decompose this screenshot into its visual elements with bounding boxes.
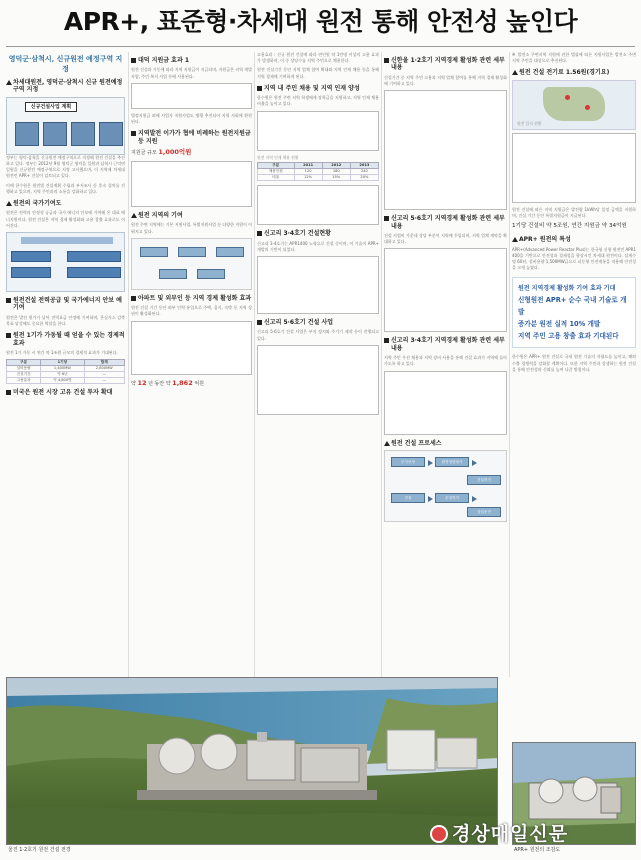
flow-step: 건설 [391, 493, 425, 503]
table-header: 2013 [350, 163, 378, 169]
body-text: 원전 건설과 가동에 따라 지역 지원금이 지급되며, 지원금은 지역 개발사업, 주민 복지 사업 등에 사용된다. [131, 67, 252, 79]
site-map [512, 80, 636, 130]
info-table-box [131, 321, 252, 375]
table-cell: 12% [294, 175, 322, 181]
body-text: 한수원은 APR+ 원전 건설로 국내 원전 기술의 자립도를 높이고, 해외 수출 경쟁력을 강화할 계획이다. 또한 지역 주민과 상생하는 원전 건설을 통해 안전성과 신뢰를 높여 나갈 방침이다. [512, 354, 636, 372]
column-5 [512, 52, 636, 376]
body-text: APR+(Advanced Power Reactor Plus)는 한국형 신형 원전인 APR1400을 기반으로 안전성과 경제성을 향상시킨 차세대 원전이다. 설계수명 60년, 설비용량 1,500MW급으로 피동형 안전계통을 적용해 안전성을 크게 높였다. [512, 246, 636, 271]
plant-photo [6, 677, 498, 845]
map-pin [565, 95, 570, 100]
calc-label: 지원금 규모 [131, 150, 157, 157]
section-heading: 원전 건설 프로세스 [384, 440, 507, 447]
flow-arrow [428, 460, 433, 466]
plant-aerial-image [7, 678, 498, 845]
section-heading: 신고리 5·6호기 지역경제 활성화 관련 세부내용 [384, 215, 507, 230]
highlight-line: 신형원전 APR+ 순수 국내 기술로 개발 [518, 296, 627, 317]
body-text: 정부는 영덕·삼척을 신규원전 예정구역으로 지정해 원전 건설을 추진하고 있다. 정부는 2012년 9월 영덕군 영덕읍 일원과 삼척시 근덕면 일원을 신규원전 예정구역으로 지정 고시했으며, 이 지역에 차세대 원전인 APR+ 건설이 검토되고 있다. [6, 154, 125, 179]
flow-step: 건설허가 [467, 475, 501, 485]
photo-caption: 울진 1·2호기 원전 건설 전경 [8, 847, 71, 853]
table-row [7, 378, 125, 384]
calc-text: 억원 [194, 380, 204, 387]
body-text: 건설 사업비 가운데 상당 부분이 지역에 투입되며, 지역 업체 계약을 확대하고 있다. [384, 233, 507, 245]
calc-value: 1,000억원 [158, 148, 192, 157]
brand-logo-icon [430, 825, 448, 843]
table-cell: 채용인원 [258, 169, 295, 175]
table-cell: 비율 [258, 175, 295, 181]
table-cell: 240 [350, 169, 378, 175]
table-cell: 설비용량 [7, 366, 41, 372]
table-cell: 15% [322, 175, 350, 181]
flow-arrow [472, 460, 477, 466]
diagram-block [67, 267, 121, 278]
flow-arrow [472, 496, 477, 502]
body-text: 건설기간 중 지역 주민 고용과 지역 업체 참여를 통해 지역 경제 활성화에 기여하고 있다. [384, 74, 507, 87]
highlight-line: 증가분 원전 실적 10% 개발 [518, 320, 601, 329]
info-box [257, 111, 379, 151]
table-cell: 20% [350, 175, 378, 181]
info-box [384, 248, 507, 332]
info-box [257, 345, 379, 415]
info-box [257, 256, 379, 314]
data-table [6, 359, 125, 384]
table-cell: 약 4,800명 [41, 378, 84, 384]
diagram-block [15, 122, 39, 146]
table-header: 합계 [84, 360, 124, 366]
section-heading: 원전 건설 전기료 1.56원(경기요) [512, 69, 636, 76]
map-land [543, 87, 605, 121]
diagram-block [11, 251, 51, 262]
table-header: 구분 [258, 163, 295, 169]
info-box [384, 371, 507, 435]
column-1 [6, 52, 125, 400]
construction-plan-diagram [6, 97, 125, 155]
highlight-figure: 1기당 건설비 약 5조원, 연간 지원금 약 34억원 [512, 223, 627, 230]
table-header: 구분 [7, 360, 41, 366]
section-heading: 신한울 1·2호기 지역경제 활성화 관련 세부내용 [384, 57, 507, 72]
region-diagram [131, 238, 252, 290]
section-heading: 원전 지역의 기여 [131, 212, 252, 219]
page-headline: APR+, 표준형·차세대 원전 통해 안전성 높인다 [63, 7, 578, 36]
table-header: 2012 [322, 163, 350, 169]
body-text: 한수원은 원전 주변 지역 학생에게 장학금을 지원하고, 지역 인재 채용 비율을 높이고 있다. [257, 95, 379, 107]
table-cell: 건설기간 [7, 372, 41, 378]
highlight-line: 원전 지역경제 활성화 기여 효과 기대 [518, 285, 616, 293]
diagram-block [67, 251, 121, 262]
flow-step: 환경영향평가 [435, 457, 469, 467]
body-text: 원전은 전력의 안정적 공급과 국가 에너지 안보에 기여해 온 대표 에너지원이다. 원전 건설은 지역 경제 활성화와 고용 창출 효과로도 이어진다. [6, 210, 125, 228]
table-cell: 1,400MW [41, 366, 84, 372]
map-label: 원전 입지 현황 [517, 121, 542, 127]
diagram-block [11, 267, 51, 278]
section-heading: 아파트 및 외부인 등 지역 경제 활성화 효과 [131, 295, 252, 302]
diagram-arrow [21, 237, 113, 244]
table-cell: — [84, 378, 124, 384]
section-heading: 지역발전 이가가 협에 비례하는 원전지원금 등 지원 [131, 130, 252, 145]
table-header: 2011 [294, 163, 322, 169]
headline-rule [6, 46, 635, 47]
diagram-node [178, 247, 206, 257]
body-text: 원전 건설기간 동안 지역 업체 참여 확대와 지역 인재 채용 등을 통해 지역 경제에 기여하게 된다. [257, 67, 379, 79]
calc-value: 1,862 [172, 378, 193, 387]
diagram-node [140, 247, 168, 257]
table-cell: 2,800MW [84, 366, 124, 372]
body-text: 이에 한수원은 원전별 건설계획 수립과 부지조사 등 후속 절차를 진행하고 있으며, 지역 주민과의 소통을 강화하고 있다. [6, 182, 125, 194]
table-cell: 180 [322, 169, 350, 175]
body-text: 신고리 5·6호기 건설 사업은 부지 정지와 주기기 제작 등이 진행되고 있다. [257, 329, 379, 341]
body-text: 원전 건설 기간 동안 외부 인력 유입으로 주택, 음식, 숙박 등 지역 상권이 활성화된다. [131, 305, 252, 317]
subsidy-calculation [131, 148, 252, 157]
highlight-line: 지역 주민 고용 창출 효과 기대된다 [518, 332, 619, 341]
section-heading: APR+ 원전의 특성 [512, 236, 636, 243]
body-text: 신고리 3·4호기는 APR1400 노형으로 건설 중이며, 이 기술이 APR+ 개발의 기반이 되었다. [257, 240, 379, 252]
info-box [384, 90, 507, 210]
section-heading: 신고리 5·6호기 건설 사업 [257, 319, 379, 326]
table-header: 1기당 [41, 360, 84, 366]
info-box [512, 133, 636, 203]
info-box [257, 185, 379, 225]
map-pin [585, 105, 590, 110]
body-text: 원전 주변 지역에는 기본 지원사업, 특별지원사업 등 다양한 지원이 이뤄지고 있다. [131, 222, 252, 234]
table-row [258, 175, 379, 181]
column-4 [384, 52, 507, 522]
flow-arrow [428, 496, 433, 502]
calc-value: 12 [137, 378, 147, 387]
sub-headline: 영덕군·삼척시, 신규원전 예정구역 지정 [8, 54, 123, 73]
table-cell: — [84, 372, 124, 378]
column-3 [257, 52, 379, 419]
section-heading: 미국은 원전 시장 고유 건설 투자 확대 [6, 389, 125, 396]
calc-text: 약 [131, 380, 136, 387]
column-2 [131, 52, 252, 392]
economic-effect-calculation [131, 379, 252, 388]
diagram-block [99, 122, 123, 146]
info-table-box [131, 161, 252, 207]
section-heading: 원전건설 전력공급 및 국가에너지 안보 예기여 [6, 297, 125, 312]
section-heading: 원전의 국가기여도 [6, 200, 125, 207]
section-heading: 신고리 3·4호기 건설현황 [257, 230, 379, 237]
table-title: 원전 지역 인재 채용 현황 [257, 154, 299, 160]
diagram-label: 신규건설사업 계획 [25, 102, 77, 112]
column-divider [254, 52, 255, 677]
section-heading: 지역 내 주민 채용 및 지역 인재 양성 [257, 85, 379, 92]
body-text: 원전 건설에 따른 지역 지원금은 발전량 1kWh당 일정 금액을 지원하며, 건설 기간 동안 특별지원금이 지급된다. [512, 206, 636, 219]
info-box [131, 83, 252, 109]
table-cell: 약 6년 [41, 372, 84, 378]
flow-step: 상업운전 [467, 507, 501, 517]
table-cell: 120 [294, 169, 322, 175]
flow-step: 운영허가 [435, 493, 469, 503]
body-text: ※ 발전소 주변지역 지원에 관한 법률에 따른 지원사업은 발전소 주변 지역 주민을 대상으로 추진된다. [512, 52, 636, 64]
column-divider [381, 52, 382, 677]
diagram-node [216, 247, 244, 257]
highlight-box [512, 277, 636, 348]
contribution-diagram [6, 232, 125, 292]
body-text: 법정지원금 외에 사업자 지원사업도 병행 추진되어 지역 사회에 환원된다. [131, 112, 252, 125]
brand-name: 경상매일신문 [452, 823, 569, 845]
section-heading: 신고리 3·4호기 지역경제 활성화 관련 세부내용 [384, 337, 507, 352]
diagram-block [71, 122, 95, 146]
diagram-node [197, 269, 225, 279]
table-row [7, 366, 125, 372]
body-text: 지역 주민 우선 채용과 지역 장비 사용을 통해 건설 효과가 지역에 돌아가도록 하고 있다. [384, 355, 507, 367]
section-heading: 원전 1기가 가동될 때 얻을 수 있는 경제적 효과 [6, 332, 125, 347]
body-text: 원전 1기 가동 시 연간 약 1조원 규모의 경제적 효과가 기대된다. [6, 350, 118, 356]
column-divider [128, 52, 129, 677]
body-text: 고용효과 : 신규 원전 건설에 따라 연인원 약 1만명 이상의 고용 효과가 발생하며, 이 중 상당수를 지역 주민으로 채용한다. [257, 52, 379, 64]
table-cell: 고용효과 [7, 378, 41, 384]
diagram-block [43, 122, 67, 146]
body-text: 원전은 발전 원가가 낮아 전력요금 안정에 기여하며, 온실가스 감축 목표 달성에도 중요한 역할을 한다. [6, 314, 125, 327]
flow-step: 부지선정 [391, 457, 425, 467]
section-heading: 차세대원전, 영덕군·삼척시 신규 원전예정구역 지정 [6, 79, 125, 94]
newspaper-brand [430, 819, 568, 846]
render-caption: APR+ 원전의 조감도 [514, 847, 561, 853]
column-divider [509, 52, 510, 677]
data-table [257, 162, 379, 181]
construction-process-flow [384, 450, 507, 522]
section-heading: 대덕 지원금 효과 1 [131, 57, 252, 64]
diagram-node [159, 269, 187, 279]
calc-text: 년 동안 약 [148, 380, 171, 387]
